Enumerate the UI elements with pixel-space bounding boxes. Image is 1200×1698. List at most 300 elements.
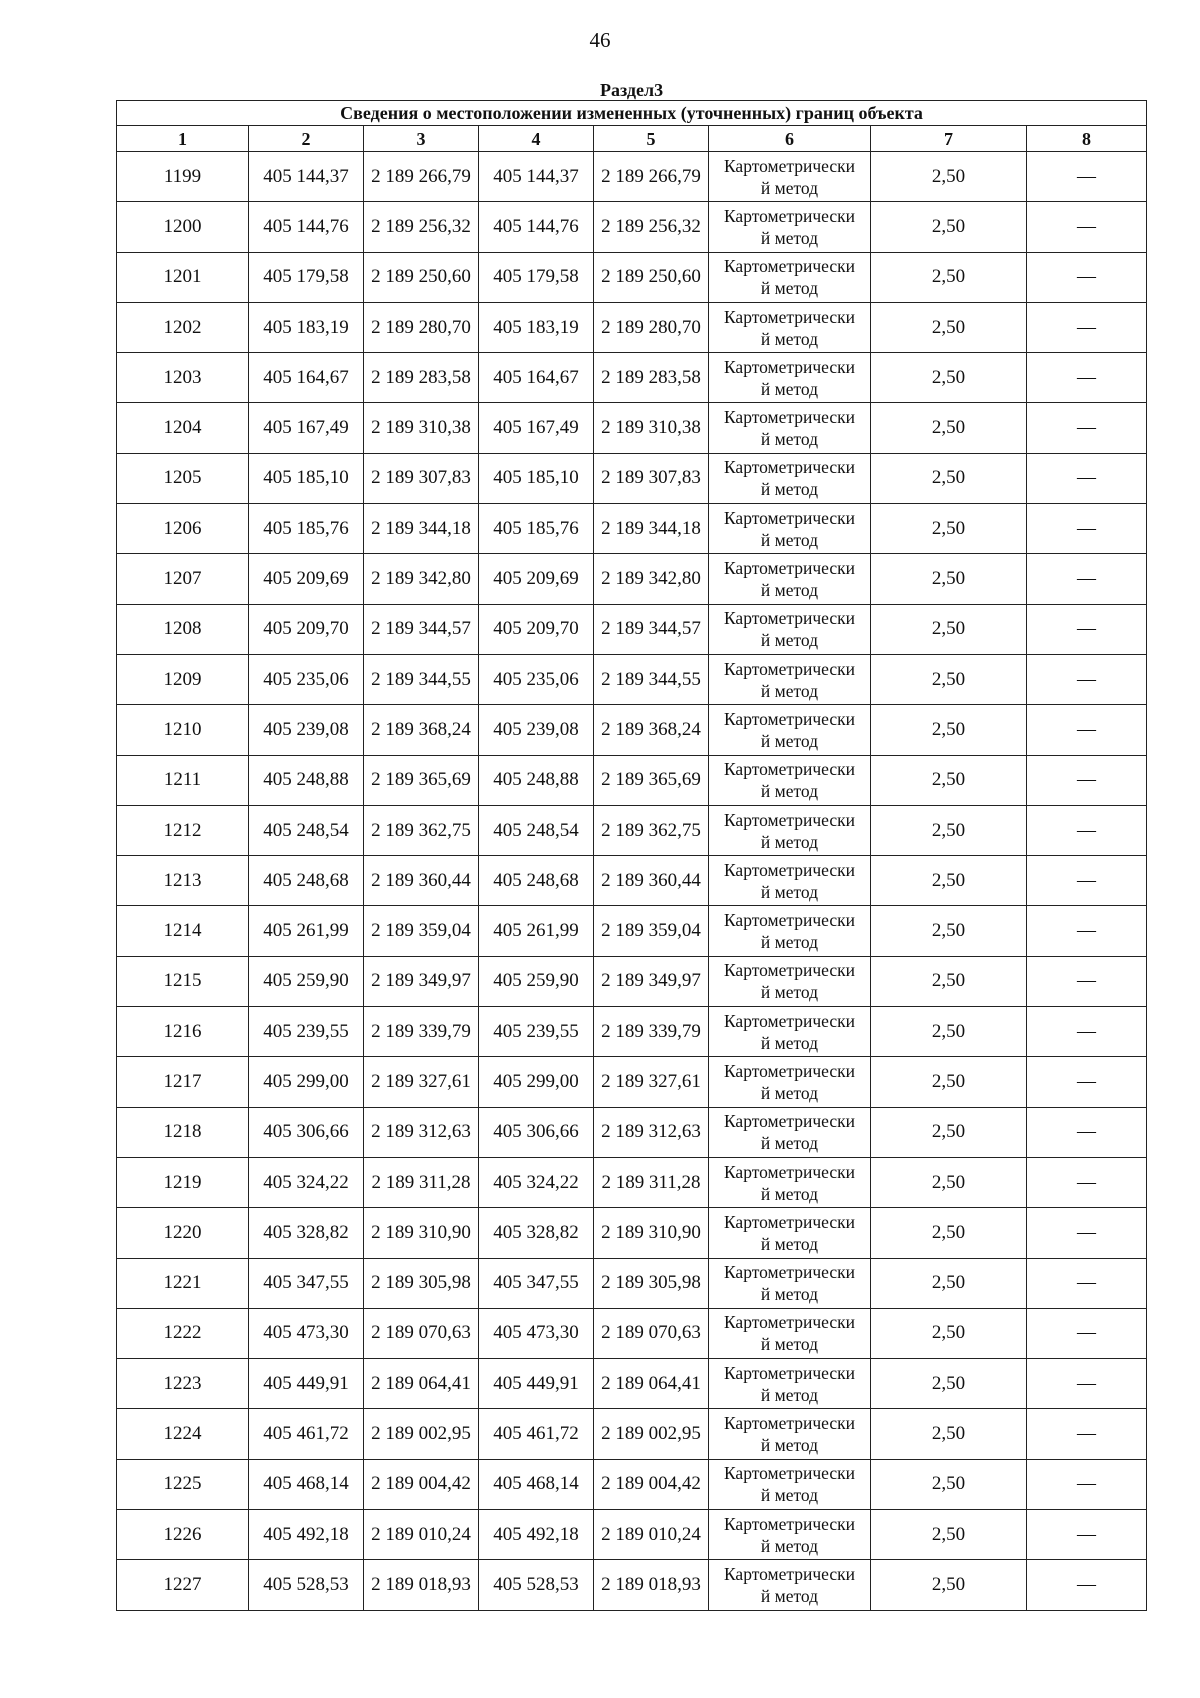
y-coordinate-existing-cell: 2 189 256,32 [364, 202, 479, 252]
y-coordinate-refined-cell: 2 189 266,79 [594, 152, 709, 202]
y-coordinate-existing-cell: 2 189 250,60 [364, 252, 479, 302]
table-row [117, 353, 1147, 403]
method-cell [709, 1258, 871, 1308]
point-number-cell: 1208 [117, 604, 249, 654]
y-coordinate-existing-cell: 2 189 018,93 [364, 1560, 479, 1610]
method-text-line: й метод [760, 1133, 819, 1154]
method-text-line: Картометрически [723, 1262, 856, 1283]
method-text-line: Картометрически [723, 1060, 856, 1081]
table-row [117, 1359, 1147, 1409]
method-cell [709, 1510, 871, 1560]
accuracy-cell: 2,50 [871, 353, 1027, 403]
accuracy-cell: 2,50 [871, 654, 1027, 704]
accuracy-cell: 2,50 [871, 1258, 1027, 1308]
accuracy-cell: 2,50 [871, 1157, 1027, 1207]
y-coordinate-refined-cell: 2 189 311,28 [594, 1157, 709, 1207]
method-cell [709, 1107, 871, 1157]
table-row [117, 403, 1147, 453]
y-coordinate-existing-cell: 2 189 002,95 [364, 1409, 479, 1459]
note-cell: — [1027, 152, 1147, 202]
x-coordinate-refined-cell: 405 473,30 [479, 1308, 594, 1358]
method-cell [709, 1007, 871, 1057]
method-cell [709, 856, 871, 906]
point-number-cell: 1217 [117, 1057, 249, 1107]
point-number-cell: 1221 [117, 1258, 249, 1308]
table-row [117, 1057, 1147, 1107]
x-coordinate-refined-cell: 405 167,49 [479, 403, 594, 453]
table-row [117, 1258, 1147, 1308]
table-row [117, 152, 1147, 202]
y-coordinate-refined-cell: 2 189 344,57 [594, 604, 709, 654]
method-cell [709, 906, 871, 956]
y-coordinate-refined-cell: 2 189 344,55 [594, 654, 709, 704]
x-coordinate-existing-cell: 405 235,06 [249, 654, 364, 704]
accuracy-cell: 2,50 [871, 1107, 1027, 1157]
note-cell: — [1027, 1409, 1147, 1459]
x-coordinate-existing-cell: 405 239,08 [249, 705, 364, 755]
y-coordinate-existing-cell: 2 189 307,83 [364, 453, 479, 503]
method-text-line: й метод [760, 1334, 819, 1355]
point-number-cell: 1205 [117, 453, 249, 503]
y-coordinate-refined-cell: 2 189 359,04 [594, 906, 709, 956]
x-coordinate-refined-cell: 405 248,54 [479, 805, 594, 855]
method-text-line: й метод [760, 580, 819, 601]
y-coordinate-existing-cell: 2 189 311,28 [364, 1157, 479, 1207]
method-text-line: й метод [760, 1032, 819, 1053]
y-coordinate-existing-cell: 2 189 312,63 [364, 1107, 479, 1157]
note-cell: — [1027, 956, 1147, 1006]
column-number: 3 [364, 126, 479, 152]
method-text-line: Картометрически [723, 457, 856, 478]
y-coordinate-existing-cell: 2 189 360,44 [364, 856, 479, 906]
y-coordinate-refined-cell: 2 189 305,98 [594, 1258, 709, 1308]
method-cell [709, 805, 871, 855]
table-row [117, 1510, 1147, 1560]
table-row [117, 805, 1147, 855]
table-row [117, 654, 1147, 704]
method-text-line: й метод [760, 1485, 819, 1506]
note-cell: — [1027, 906, 1147, 956]
x-coordinate-refined-cell: 405 347,55 [479, 1258, 594, 1308]
method-text-line: Картометрически [723, 859, 856, 880]
y-coordinate-refined-cell: 2 189 349,97 [594, 956, 709, 1006]
x-coordinate-existing-cell: 405 164,67 [249, 353, 364, 403]
table-row [117, 453, 1147, 503]
y-coordinate-refined-cell: 2 189 010,24 [594, 1510, 709, 1560]
y-coordinate-refined-cell: 2 189 339,79 [594, 1007, 709, 1057]
table-row [117, 1459, 1147, 1509]
point-number-cell: 1202 [117, 302, 249, 352]
note-cell: — [1027, 453, 1147, 503]
y-coordinate-refined-cell: 2 189 368,24 [594, 705, 709, 755]
method-cell [709, 956, 871, 1006]
accuracy-cell: 2,50 [871, 956, 1027, 1006]
method-cell [709, 504, 871, 554]
y-coordinate-existing-cell: 2 189 344,57 [364, 604, 479, 654]
note-cell: — [1027, 202, 1147, 252]
column-number: 2 [249, 126, 364, 152]
method-text-line: Картометрически [723, 809, 856, 830]
method-cell [709, 654, 871, 704]
accuracy-cell: 2,50 [871, 453, 1027, 503]
method-text-line: й метод [760, 1384, 819, 1405]
x-coordinate-existing-cell: 405 492,18 [249, 1510, 364, 1560]
y-coordinate-refined-cell: 2 189 310,90 [594, 1208, 709, 1258]
boundary-table [116, 80, 1147, 1611]
table-title: Сведения о местоположении измененных (уточненных) границ объекта [117, 101, 1147, 126]
method-cell [709, 705, 871, 755]
x-coordinate-refined-cell: 405 248,68 [479, 856, 594, 906]
point-number-cell: 1212 [117, 805, 249, 855]
x-coordinate-existing-cell: 405 324,22 [249, 1157, 364, 1207]
y-coordinate-existing-cell: 2 189 280,70 [364, 302, 479, 352]
note-cell: — [1027, 403, 1147, 453]
y-coordinate-refined-cell: 2 189 070,63 [594, 1308, 709, 1358]
x-coordinate-existing-cell: 405 473,30 [249, 1308, 364, 1358]
method-text-line: й метод [760, 1183, 819, 1204]
x-coordinate-existing-cell: 405 461,72 [249, 1409, 364, 1459]
x-coordinate-existing-cell: 405 183,19 [249, 302, 364, 352]
x-coordinate-refined-cell: 405 209,69 [479, 554, 594, 604]
accuracy-cell: 2,50 [871, 856, 1027, 906]
method-text-line: Картометрически [723, 1563, 856, 1584]
note-cell: — [1027, 604, 1147, 654]
x-coordinate-existing-cell: 405 328,82 [249, 1208, 364, 1258]
note-cell: — [1027, 1560, 1147, 1610]
x-coordinate-existing-cell: 405 179,58 [249, 252, 364, 302]
x-coordinate-existing-cell: 405 261,99 [249, 906, 364, 956]
method-text-line: й метод [760, 177, 819, 198]
method-text-line: й метод [760, 932, 819, 953]
x-coordinate-refined-cell: 405 306,66 [479, 1107, 594, 1157]
y-coordinate-refined-cell: 2 189 312,63 [594, 1107, 709, 1157]
x-coordinate-refined-cell: 405 239,55 [479, 1007, 594, 1057]
y-coordinate-refined-cell: 2 189 310,38 [594, 403, 709, 453]
accuracy-cell: 2,50 [871, 604, 1027, 654]
accuracy-cell: 2,50 [871, 755, 1027, 805]
method-text-line: й метод [760, 328, 819, 349]
accuracy-cell: 2,50 [871, 805, 1027, 855]
accuracy-cell: 2,50 [871, 1560, 1027, 1610]
y-coordinate-existing-cell: 2 189 283,58 [364, 353, 479, 403]
y-coordinate-existing-cell: 2 189 359,04 [364, 906, 479, 956]
method-text-line: й метод [760, 429, 819, 450]
method-cell [709, 152, 871, 202]
point-number-cell: 1203 [117, 353, 249, 403]
note-cell: — [1027, 554, 1147, 604]
x-coordinate-refined-cell: 405 179,58 [479, 252, 594, 302]
x-coordinate-existing-cell: 405 144,37 [249, 152, 364, 202]
point-number-cell: 1210 [117, 705, 249, 755]
note-cell: — [1027, 504, 1147, 554]
column-number: 5 [594, 126, 709, 152]
method-text-line: й метод [760, 378, 819, 399]
x-coordinate-refined-cell: 405 261,99 [479, 906, 594, 956]
column-number: 4 [479, 126, 594, 152]
table-row [117, 1107, 1147, 1157]
note-cell: — [1027, 1459, 1147, 1509]
method-text-line: й метод [760, 1535, 819, 1556]
point-number-cell: 1207 [117, 554, 249, 604]
accuracy-cell: 2,50 [871, 403, 1027, 453]
point-number-cell: 1206 [117, 504, 249, 554]
note-cell: — [1027, 1510, 1147, 1560]
table-row [117, 1409, 1147, 1459]
page-number: 46 [589, 28, 611, 52]
accuracy-cell: 2,50 [871, 1007, 1027, 1057]
accuracy-cell: 2,50 [871, 152, 1027, 202]
method-text-line: й метод [760, 1284, 819, 1305]
x-coordinate-refined-cell: 405 259,90 [479, 956, 594, 1006]
note-cell: — [1027, 1157, 1147, 1207]
y-coordinate-existing-cell: 2 189 344,18 [364, 504, 479, 554]
accuracy-cell: 2,50 [871, 705, 1027, 755]
method-text-line: Картометрически [723, 507, 856, 528]
note-cell: — [1027, 1107, 1147, 1157]
table-row [117, 906, 1147, 956]
table-row [117, 705, 1147, 755]
method-text-line: й метод [760, 1585, 819, 1606]
table-row [117, 956, 1147, 1006]
y-coordinate-refined-cell: 2 189 344,18 [594, 504, 709, 554]
x-coordinate-existing-cell: 405 239,55 [249, 1007, 364, 1057]
method-cell [709, 353, 871, 403]
accuracy-cell: 2,50 [871, 1308, 1027, 1358]
point-number-cell: 1216 [117, 1007, 249, 1057]
y-coordinate-refined-cell: 2 189 307,83 [594, 453, 709, 503]
method-text-line: Картометрически [723, 205, 856, 226]
method-text-line: й метод [760, 529, 819, 550]
method-cell [709, 202, 871, 252]
section-heading: Раздел3 [600, 80, 664, 100]
note-cell: — [1027, 1258, 1147, 1308]
x-coordinate-refined-cell: 405 164,67 [479, 353, 594, 403]
method-cell [709, 604, 871, 654]
method-cell [709, 1308, 871, 1358]
method-text-line: й метод [760, 781, 819, 802]
x-coordinate-existing-cell: 405 299,00 [249, 1057, 364, 1107]
x-coordinate-refined-cell: 405 185,76 [479, 504, 594, 554]
method-text-line: й метод [760, 1082, 819, 1103]
note-cell: — [1027, 302, 1147, 352]
method-text-line: Картометрически [723, 960, 856, 981]
x-coordinate-existing-cell: 405 468,14 [249, 1459, 364, 1509]
y-coordinate-existing-cell: 2 189 064,41 [364, 1359, 479, 1409]
point-number-cell: 1199 [117, 152, 249, 202]
method-text-line: й метод [760, 1233, 819, 1254]
table-row [117, 604, 1147, 654]
table-row [117, 202, 1147, 252]
point-number-cell: 1204 [117, 403, 249, 453]
method-cell [709, 755, 871, 805]
y-coordinate-existing-cell: 2 189 362,75 [364, 805, 479, 855]
y-coordinate-refined-cell: 2 189 283,58 [594, 353, 709, 403]
x-coordinate-existing-cell: 405 449,91 [249, 1359, 364, 1409]
y-coordinate-existing-cell: 2 189 344,55 [364, 654, 479, 704]
point-number-cell: 1213 [117, 856, 249, 906]
y-coordinate-refined-cell: 2 189 250,60 [594, 252, 709, 302]
x-coordinate-refined-cell: 405 209,70 [479, 604, 594, 654]
note-cell: — [1027, 755, 1147, 805]
method-text-line: Картометрически [723, 1513, 856, 1534]
x-coordinate-refined-cell: 405 461,72 [479, 1409, 594, 1459]
x-coordinate-refined-cell: 405 144,76 [479, 202, 594, 252]
x-coordinate-existing-cell: 405 248,88 [249, 755, 364, 805]
accuracy-cell: 2,50 [871, 1409, 1027, 1459]
point-number-cell: 1225 [117, 1459, 249, 1509]
accuracy-cell: 2,50 [871, 1208, 1027, 1258]
y-coordinate-refined-cell: 2 189 342,80 [594, 554, 709, 604]
y-coordinate-existing-cell: 2 189 310,90 [364, 1208, 479, 1258]
y-coordinate-refined-cell: 2 189 256,32 [594, 202, 709, 252]
method-cell [709, 1409, 871, 1459]
x-coordinate-refined-cell: 405 183,19 [479, 302, 594, 352]
y-coordinate-refined-cell: 2 189 362,75 [594, 805, 709, 855]
method-cell [709, 1560, 871, 1610]
method-text-line: й метод [760, 982, 819, 1003]
table-row [117, 1208, 1147, 1258]
column-number: 1 [117, 126, 249, 152]
method-cell [709, 302, 871, 352]
x-coordinate-existing-cell: 405 248,68 [249, 856, 364, 906]
method-text-line: Картометрически [723, 759, 856, 780]
y-coordinate-existing-cell: 2 189 349,97 [364, 956, 479, 1006]
method-cell [709, 1459, 871, 1509]
method-text-line: й метод [760, 831, 819, 852]
method-text-line: й метод [760, 680, 819, 701]
method-text-line: й метод [760, 479, 819, 500]
table-body [117, 152, 1147, 1611]
x-coordinate-existing-cell: 405 209,69 [249, 554, 364, 604]
method-text-line: й метод [760, 630, 819, 651]
point-number-cell: 1227 [117, 1560, 249, 1610]
method-text-line: Картометрически [723, 1211, 856, 1232]
table-row [117, 1308, 1147, 1358]
point-number-cell: 1222 [117, 1308, 249, 1358]
method-text-line: Картометрически [723, 1111, 856, 1132]
x-coordinate-refined-cell: 405 235,06 [479, 654, 594, 704]
method-text-line: й метод [760, 1435, 819, 1456]
note-cell: — [1027, 1208, 1147, 1258]
x-coordinate-existing-cell: 405 306,66 [249, 1107, 364, 1157]
method-cell [709, 1057, 871, 1107]
note-cell: — [1027, 1359, 1147, 1409]
note-cell: — [1027, 805, 1147, 855]
x-coordinate-existing-cell: 405 209,70 [249, 604, 364, 654]
y-coordinate-refined-cell: 2 189 018,93 [594, 1560, 709, 1610]
method-text-line: й метод [760, 730, 819, 751]
note-cell: — [1027, 252, 1147, 302]
accuracy-cell: 2,50 [871, 302, 1027, 352]
note-cell: — [1027, 1007, 1147, 1057]
y-coordinate-existing-cell: 2 189 342,80 [364, 554, 479, 604]
x-coordinate-refined-cell: 405 528,53 [479, 1560, 594, 1610]
x-coordinate-existing-cell: 405 167,49 [249, 403, 364, 453]
method-cell [709, 403, 871, 453]
method-text-line: Картометрически [723, 1463, 856, 1484]
x-coordinate-existing-cell: 405 347,55 [249, 1258, 364, 1308]
x-coordinate-existing-cell: 405 185,10 [249, 453, 364, 503]
point-number-cell: 1219 [117, 1157, 249, 1207]
point-number-cell: 1224 [117, 1409, 249, 1459]
x-coordinate-refined-cell: 405 239,08 [479, 705, 594, 755]
note-cell: — [1027, 705, 1147, 755]
method-text-line: Картометрически [723, 1362, 856, 1383]
method-text-line: й метод [760, 278, 819, 299]
y-coordinate-existing-cell: 2 189 305,98 [364, 1258, 479, 1308]
point-number-cell: 1220 [117, 1208, 249, 1258]
method-text-line: Картометрически [723, 1312, 856, 1333]
method-text-line: Картометрически [723, 708, 856, 729]
method-cell [709, 1208, 871, 1258]
accuracy-cell: 2,50 [871, 1459, 1027, 1509]
table-row [117, 252, 1147, 302]
column-number-row [117, 126, 1147, 152]
x-coordinate-existing-cell: 405 528,53 [249, 1560, 364, 1610]
accuracy-cell: 2,50 [871, 252, 1027, 302]
method-cell [709, 1359, 871, 1409]
x-coordinate-refined-cell: 405 185,10 [479, 453, 594, 503]
y-coordinate-refined-cell: 2 189 064,41 [594, 1359, 709, 1409]
x-coordinate-refined-cell: 405 449,91 [479, 1359, 594, 1409]
method-text-line: Картометрически [723, 608, 856, 629]
y-coordinate-refined-cell: 2 189 365,69 [594, 755, 709, 805]
x-coordinate-refined-cell: 405 468,14 [479, 1459, 594, 1509]
accuracy-cell: 2,50 [871, 202, 1027, 252]
y-coordinate-refined-cell: 2 189 280,70 [594, 302, 709, 352]
x-coordinate-existing-cell: 405 185,76 [249, 504, 364, 554]
method-text-line: Картометрически [723, 910, 856, 931]
method-cell [709, 1157, 871, 1207]
accuracy-cell: 2,50 [871, 554, 1027, 604]
x-coordinate-refined-cell: 405 324,22 [479, 1157, 594, 1207]
method-cell [709, 554, 871, 604]
point-number-cell: 1200 [117, 202, 249, 252]
y-coordinate-refined-cell: 2 189 327,61 [594, 1057, 709, 1107]
method-text-line: Картометрически [723, 155, 856, 176]
y-coordinate-refined-cell: 2 189 360,44 [594, 856, 709, 906]
accuracy-cell: 2,50 [871, 1510, 1027, 1560]
table-row [117, 1007, 1147, 1057]
y-coordinate-existing-cell: 2 189 327,61 [364, 1057, 479, 1107]
column-number: 8 [1027, 126, 1147, 152]
table-row [117, 1560, 1147, 1610]
x-coordinate-existing-cell: 405 248,54 [249, 805, 364, 855]
y-coordinate-existing-cell: 2 189 010,24 [364, 1510, 479, 1560]
method-text-line: Картометрически [723, 1413, 856, 1434]
x-coordinate-refined-cell: 405 328,82 [479, 1208, 594, 1258]
method-text-line: Картометрически [723, 558, 856, 579]
point-number-cell: 1215 [117, 956, 249, 1006]
note-cell: — [1027, 1057, 1147, 1107]
note-cell: — [1027, 1308, 1147, 1358]
x-coordinate-existing-cell: 405 144,76 [249, 202, 364, 252]
x-coordinate-refined-cell: 405 492,18 [479, 1510, 594, 1560]
x-coordinate-refined-cell: 405 248,88 [479, 755, 594, 805]
note-cell: — [1027, 856, 1147, 906]
column-number: 7 [871, 126, 1027, 152]
column-number: 6 [709, 126, 871, 152]
y-coordinate-refined-cell: 2 189 004,42 [594, 1459, 709, 1509]
y-coordinate-existing-cell: 2 189 339,79 [364, 1007, 479, 1057]
method-cell [709, 252, 871, 302]
method-text-line: й метод [760, 227, 819, 248]
table-row [117, 755, 1147, 805]
y-coordinate-existing-cell: 2 189 368,24 [364, 705, 479, 755]
method-cell [709, 453, 871, 503]
point-number-cell: 1214 [117, 906, 249, 956]
x-coordinate-refined-cell: 405 144,37 [479, 152, 594, 202]
